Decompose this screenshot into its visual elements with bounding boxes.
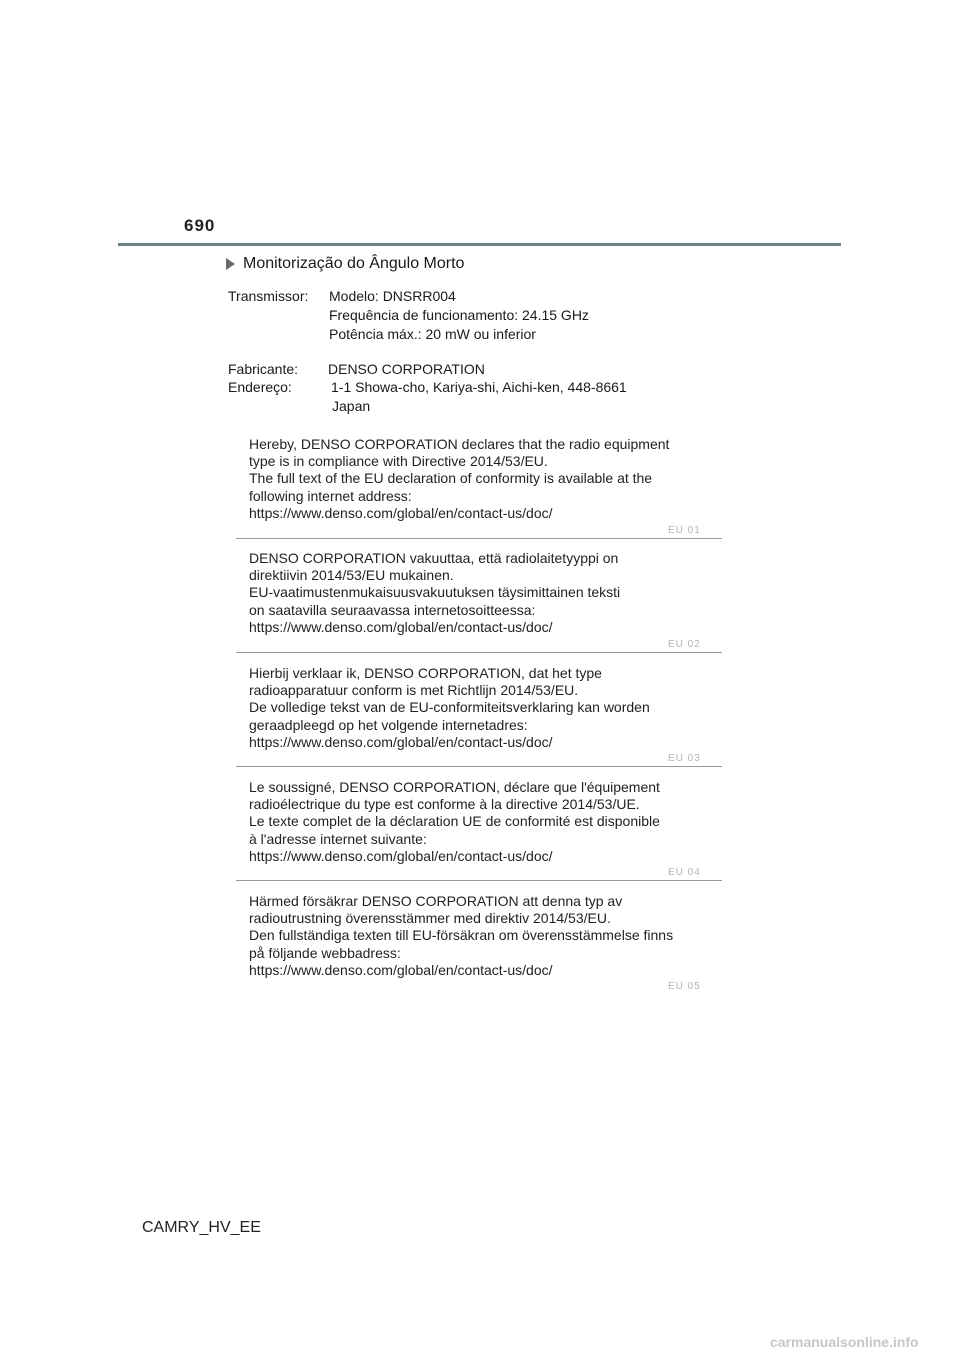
declaration-dutch [249, 665, 709, 751]
declaration-line: De volledige tekst van de EU-conformiteitsverklaring kan worden [249, 699, 650, 716]
declaration-line: radioapparatuur conform is met Richtlijn 2014/53/EU. [249, 682, 579, 699]
manufacturer-name: DENSO CORPORATION [328, 361, 485, 377]
declaration-line: Le texte complet de la déclaration UE de conformité est disponible [249, 813, 660, 830]
address-label: Endereço: [228, 379, 292, 395]
section-divider [236, 880, 722, 881]
declaration-line: geraadpleegd op het volgende internetadres: [249, 716, 528, 733]
address-line-2: Japan [332, 398, 371, 414]
declaration-code: EU 03 [668, 753, 701, 764]
header-rule [118, 243, 841, 246]
declaration-code: EU 05 [668, 981, 701, 992]
declaration-line: Härmed försäkrar DENSO CORPORATION att denna typ av [249, 893, 623, 909]
declaration-line: following internet address: [249, 487, 412, 504]
declaration-line: EU-vaatimustenmukaisuusvakuutuksen täysimittainen teksti [249, 584, 621, 601]
section-divider [236, 652, 722, 653]
declaration-line: Le soussigné, DENSO CORPORATION, déclare que l'équipement [249, 779, 660, 795]
section-divider [236, 538, 722, 539]
declaration-line: på följande webbadress: [249, 944, 401, 961]
declaration-code: EU 04 [668, 867, 701, 878]
declaration-finnish [249, 550, 709, 636]
declaration-line: type is in compliance with Directive 2014/53/EU. [249, 453, 548, 470]
transmitter-power: Potência máx.: 20 mW ou inferior [329, 326, 536, 342]
declaration-url: https://www.denso.com/global/en/contact-us/doc/ [249, 618, 553, 635]
section-title: Monitorização do Ângulo Morto [243, 255, 465, 272]
declaration-french [249, 779, 709, 865]
declaration-line: Hereby, DENSO CORPORATION declares that the radio equipment [249, 436, 670, 452]
declaration-swedish [249, 893, 709, 979]
declaration-url: https://www.denso.com/global/en/contact-us/doc/ [249, 733, 553, 750]
transmitter-frequency: Frequência de funcionamento: 24.15 GHz [329, 307, 589, 323]
triangle-bullet-icon [226, 258, 235, 270]
transmitter-model: Modelo: DNSRR004 [329, 288, 456, 304]
declaration-line: radioélectrique du type est conforme à la directive 2014/53/UE. [249, 796, 640, 813]
declaration-english [249, 436, 709, 522]
declaration-line: à l'adresse internet suivante: [249, 830, 427, 847]
document-code: CAMRY_HV_EE [142, 1219, 261, 1236]
page-number: 690 [184, 216, 216, 235]
declaration-url: https://www.denso.com/global/en/contact-us/doc/ [249, 847, 553, 864]
manufacturer-label: Fabricante: [228, 361, 299, 377]
declaration-code: EU 02 [668, 639, 701, 650]
transmitter-label: Transmissor: [228, 288, 309, 304]
declaration-line: radioutrustning överensstämmer med direktiv 2014/53/EU. [249, 910, 611, 927]
section-heading [226, 255, 464, 273]
declaration-line: on saatavilla seuraavassa internetosoitteessa: [249, 601, 536, 618]
address-line-1: 1-1 Showa-cho, Kariya-shi, Aichi-ken, 448-8661 [331, 379, 627, 395]
declaration-line: Den fullständiga texten till EU-försäkran om överensstämmelse finns [249, 927, 674, 944]
declaration-url: https://www.denso.com/global/en/contact-us/doc/ [249, 961, 553, 978]
section-divider [236, 766, 722, 767]
declaration-line: The full text of the EU declaration of conformity is available at the [249, 470, 653, 487]
watermark-text[interactable]: carmanualsonline.info [770, 1334, 919, 1350]
declaration-url: https://www.denso.com/global/en/contact-us/doc/ [249, 504, 553, 521]
declaration-line: DENSO CORPORATION vakuuttaa, että radiolaitetyyppi on [249, 550, 619, 566]
declaration-line: direktiivin 2014/53/EU mukainen. [249, 567, 454, 584]
declaration-line: Hierbij verklaar ik, DENSO CORPORATION, dat het type [249, 665, 602, 681]
declaration-code: EU 01 [668, 525, 701, 536]
